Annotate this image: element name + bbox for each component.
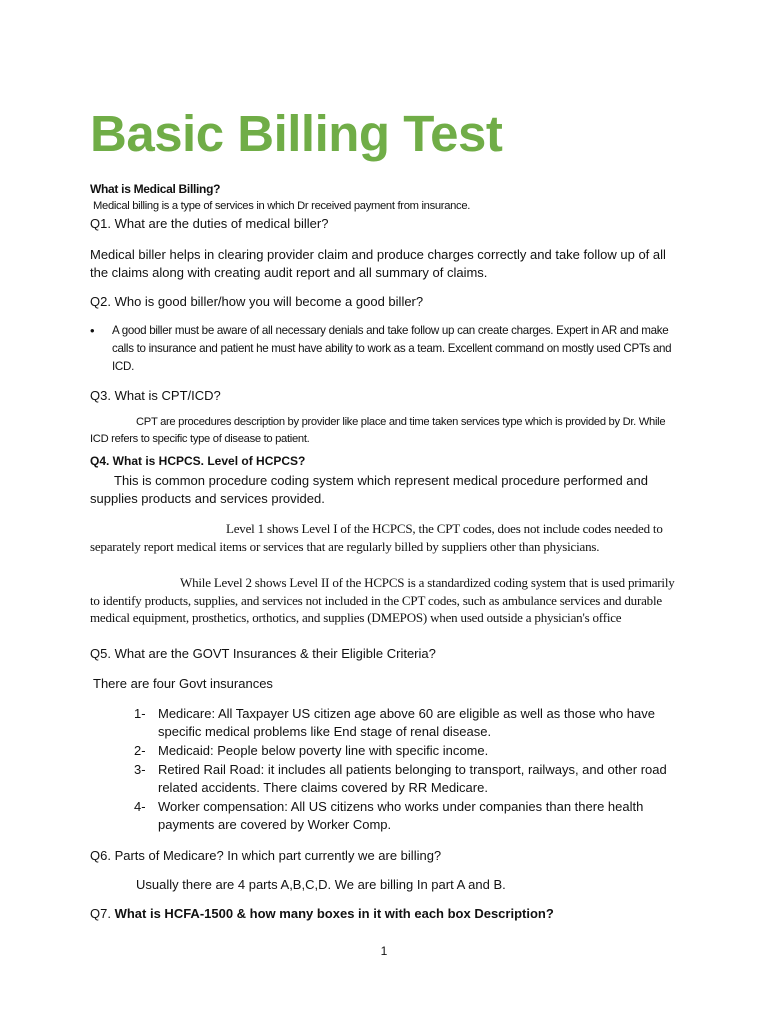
insurance-list — [134, 705, 682, 835]
list-text: Medicaid: People below poverty line with specific income. — [158, 743, 489, 758]
bullet-icon: • — [90, 323, 95, 338]
page-number: 1 — [380, 944, 388, 958]
q6-answer: Usually there are 4 parts A,B,C,D. We are billing In part A and B. — [136, 877, 506, 892]
list-number: 2- — [134, 743, 146, 758]
list-number: 1- — [134, 706, 146, 721]
list-number: 3- — [134, 762, 146, 777]
q2-question: Q2. Who is good biller/how you will become a good biller? — [90, 294, 424, 309]
list-text: Worker compensation: All US citizens who works under companies than there health payments are covered by Worker Comp. — [158, 799, 644, 832]
q2-bullet-item — [90, 322, 680, 376]
q4-question: Q4. What is HCPCS. Level of HCPCS? — [90, 454, 306, 468]
list-item — [134, 761, 682, 797]
q7-question: What is HCFA-1500 & how many boxes in it with each box Description? — [114, 906, 554, 921]
list-item — [134, 742, 682, 760]
q4-answer: This is common procedure coding system which represent medical procedure performed and supplies products and services provided. — [90, 473, 648, 506]
q1-question: Q1. What are the duties of medical biller? — [90, 216, 329, 231]
q7-prefix: Q7. — [90, 906, 111, 921]
list-item — [134, 705, 682, 741]
q6-question: Q6. Parts of Medicare? In which part currently we are billing? — [90, 848, 442, 863]
q7-question-line — [90, 906, 680, 921]
q3-question: Q3. What is CPT/ICD? — [90, 388, 221, 403]
list-number: 4- — [134, 799, 146, 814]
list-text: Medicare: All Taxpayer US citizen age above 60 are eligible as well as those who have specific medical problems like End stage of renal disease. — [158, 706, 655, 739]
q3-answer: CPT are procedures description by provider like place and time taken services type which is provided by Dr. While ICD refers to specific type of disease to patient. — [90, 416, 666, 445]
intro-heading: What is Medical Billing? — [90, 182, 221, 196]
intro-text: Medical billing is a type of services in which Dr received payment from insurance. — [93, 200, 471, 212]
q4-level2: While Level 2 shows Level II of the HCPCS is a standardized coding system that is used primarily to identify products, supplies, and services not included in the CPT codes, such as ambulance services and durable medical equipment, prosthetics, orthotics, and supplies (DMEPOS) when used outside a physician's office — [90, 575, 675, 625]
q4-level1: Level 1 shows Level I of the HCPCS, the CPT codes, does not include codes needed to separately report medical items or services that are regularly billed by suppliers other than physicians. — [90, 521, 663, 554]
list-text: Retired Rail Road: it includes all patients belonging to transport, railways, and other road related accidents. There claims covered by RR Medicare. — [158, 762, 667, 795]
q1-answer: Medical biller helps in clearing provider claim and produce charges correctly and take follow up of all the claims along with creating audit report and all summary of claims. — [90, 247, 666, 280]
document-title: Basic Billing Test — [90, 105, 503, 162]
q5-question: Q5. What are the GOVT Insurances & their Eligible Criteria? — [90, 646, 436, 661]
q5-intro: There are four Govt insurances — [93, 676, 273, 691]
list-item — [134, 798, 682, 834]
q2-answer: A good biller must be aware of all necessary denials and take follow up can create charges. Expert in AR and make calls to insurance and patient he must have ability to work as a team. Excellent command on mostly used CPTs and ICD. — [112, 324, 672, 373]
